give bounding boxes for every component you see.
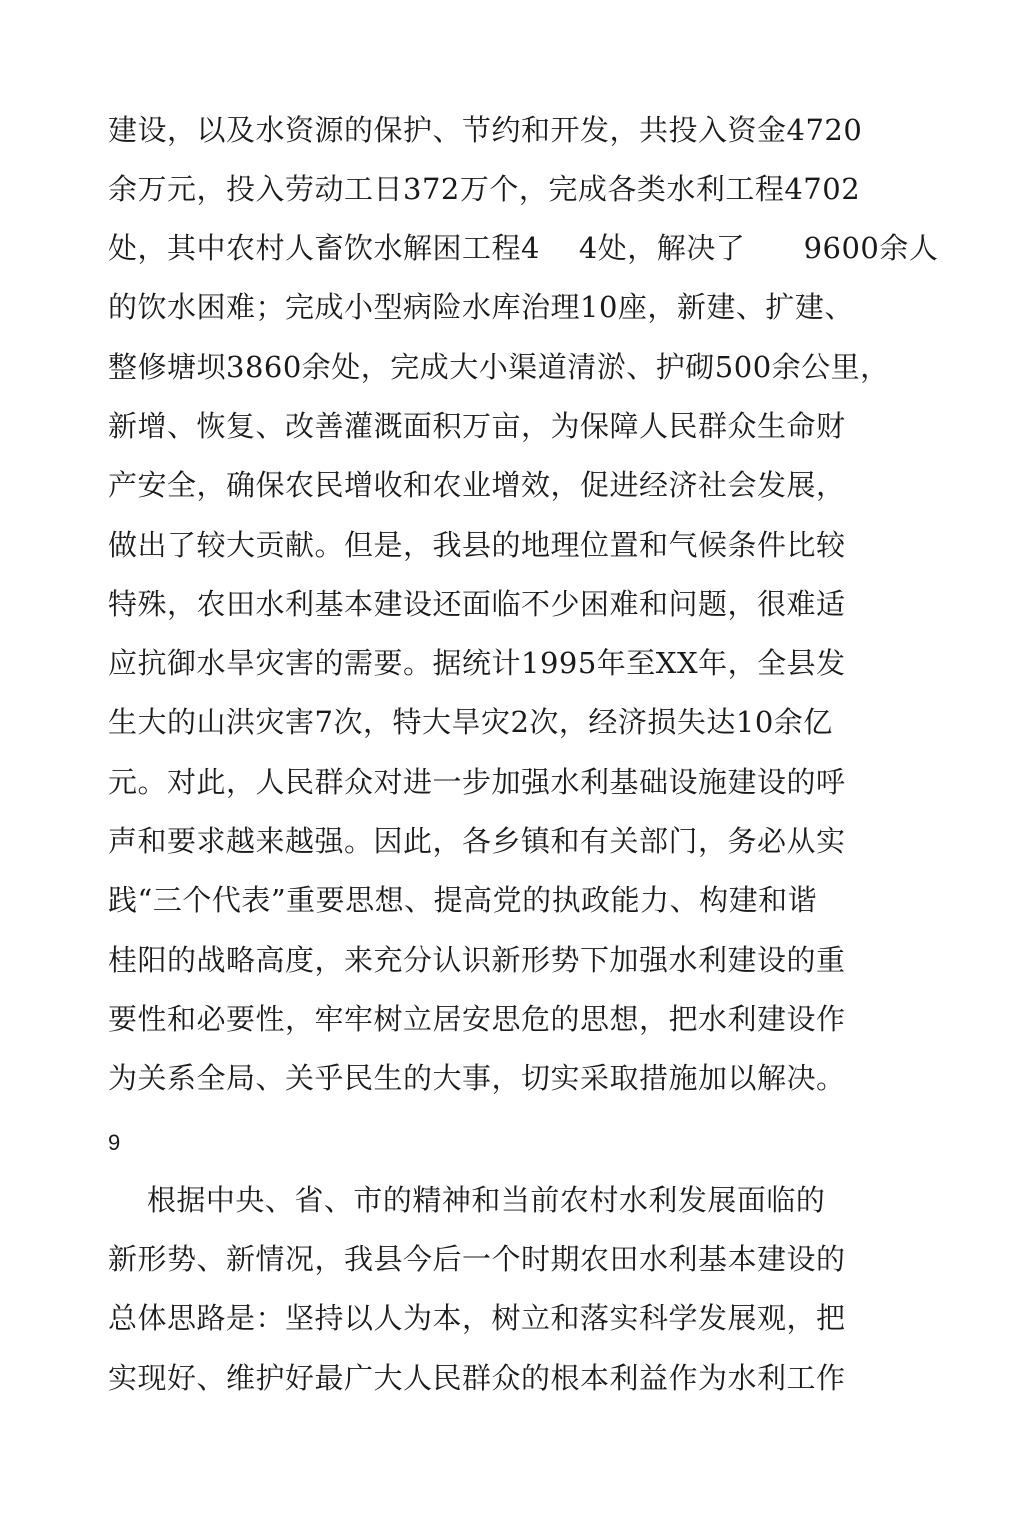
text-line: 实现好、维护好最广大人民群众的根本利益作为水利工作 bbox=[108, 1361, 846, 1395]
text-line: 应抗御水旱灾害的需要。据统计1995年至XX年，全县发 bbox=[108, 646, 846, 680]
text-line: 践“三个代表”重要思想、提高党的执政能力、构建和谐 bbox=[108, 883, 818, 917]
text-line: 新形势、新情况，我县今后一个时期农田水利基本建设的 bbox=[108, 1242, 846, 1276]
text-line: 为关系全局、关乎民生的大事，切实采取措施加以解决。 bbox=[108, 1061, 846, 1095]
text-line: 建设，以及水资源的保护、节约和开发，共投入资金4720 bbox=[108, 113, 863, 147]
text-line: 元。对此，人民群众对进一步加强水利基础设施建设的呼 bbox=[108, 765, 846, 799]
text-line: 整修塘坝3860余处，完成大小渠道清淤、护砌500余公里， bbox=[108, 350, 890, 384]
text-line: 总体思路是：坚持以人为本，树立和落实科学发展观，把 bbox=[108, 1301, 846, 1335]
text-line: 新增、恢复、改善灌溉面积万亩，为保障人民群众生命财 bbox=[108, 409, 846, 443]
text-line: 处，其中农村人畜饮水解困工程4 4处，解决了 9600余人 bbox=[108, 231, 939, 265]
text-line: 特殊，农田水利基本建设还面临不少困难和问题，很难适 bbox=[108, 587, 846, 621]
text-line: 声和要求越来越强。因此，各乡镇和有关部门，务必从实 bbox=[108, 824, 846, 858]
text-line: 做出了较大贡献。但是，我县的地理位置和气候条件比较 bbox=[108, 528, 846, 562]
text-line: 桂阳的战略高度，来充分认识新形势下加强水利建设的重 bbox=[108, 943, 846, 977]
page-number: 9 bbox=[108, 1130, 121, 1155]
text-line: 的饮水困难；完成小型病险水库治理10座，新建、扩建、 bbox=[108, 290, 854, 324]
text-line: 要性和必要性，牢牢树立居安思危的思想，把水利建设作 bbox=[108, 1002, 846, 1036]
text-line: 生大的山洪灾害7次，特大旱灾2次，经济损失达10余亿 bbox=[108, 705, 833, 739]
text-line: 产安全，确保农民增收和农业增效，促进经济社会发展， bbox=[108, 468, 846, 502]
text-line: 余万元，投入劳动工日372万个，完成各类水利工程4702 bbox=[108, 172, 861, 206]
text-line: 根据中央、省、市的精神和当前农村水利发展面临的 bbox=[108, 1183, 826, 1217]
